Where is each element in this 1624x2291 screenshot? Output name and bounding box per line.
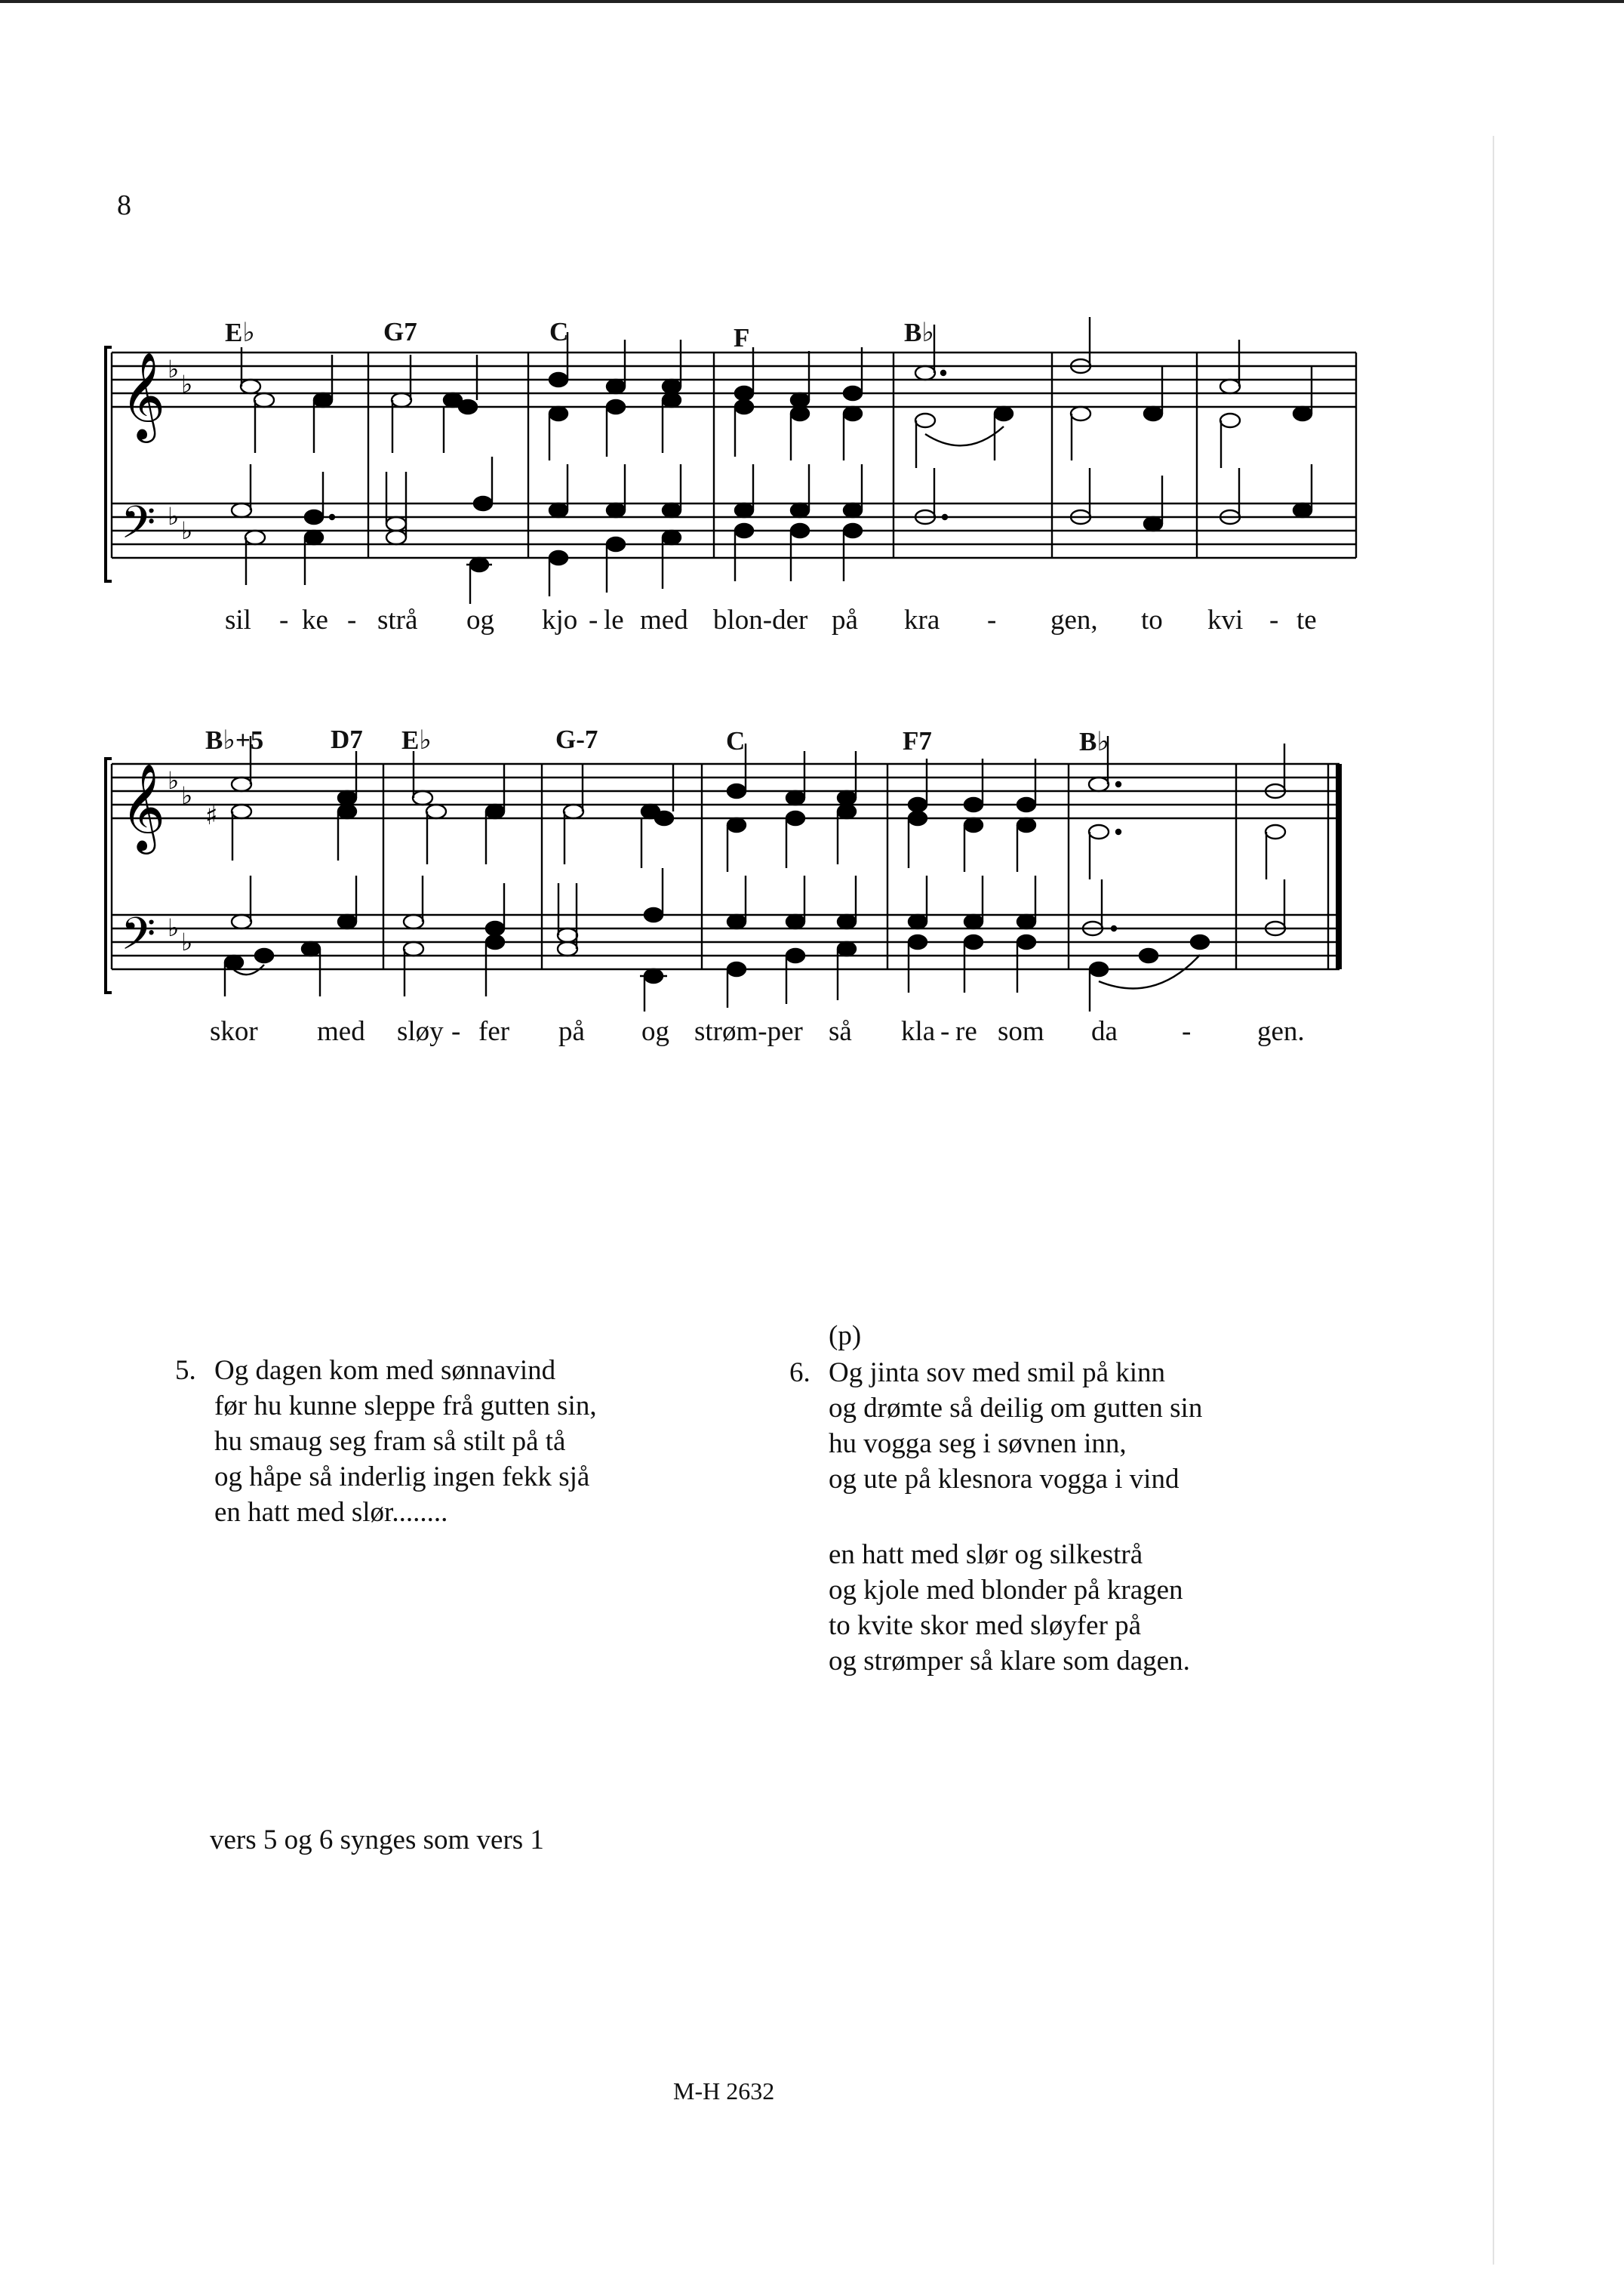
- lyric-hyphen: -: [347, 605, 357, 636]
- verse-number: 5.: [175, 1355, 196, 1386]
- verse-line: og ute på klesnora vogga i vind: [829, 1464, 1180, 1495]
- lyric-hyphen: -: [589, 605, 598, 636]
- catalog-code: M-H 2632: [673, 2077, 775, 2105]
- svg-text:♭: ♭: [168, 766, 180, 795]
- chord-symbol: D7: [331, 725, 363, 754]
- chord-symbol: B♭: [1079, 727, 1109, 756]
- bass-clef-icon: 𝄢: [121, 907, 156, 971]
- lyric-syllable: sløy: [397, 1016, 444, 1047]
- verse-line: og håpe så inderlig ingen fekk sjå: [214, 1461, 590, 1492]
- lyric-hyphen: -: [940, 1016, 950, 1047]
- lyric-syllable: kla: [901, 1016, 936, 1047]
- bass-clef-icon: 𝄢: [121, 496, 156, 559]
- lyric-syllable: kjo: [542, 605, 578, 636]
- page-number: 8: [117, 189, 131, 221]
- lyric-hyphen: -: [279, 605, 289, 636]
- lyric-syllable: ke: [302, 605, 328, 636]
- music-system-2: [0, 744, 1624, 1000]
- lyric-syllable: strøm-per: [694, 1016, 803, 1047]
- svg-text:♭: ♭: [181, 781, 193, 810]
- svg-text:♭: ♭: [168, 502, 180, 531]
- verse-line: to kvite skor med sløyfer på: [829, 1610, 1142, 1641]
- lyric-syllable: da: [1091, 1016, 1118, 1047]
- lyric-syllable: to: [1141, 605, 1163, 636]
- lyric-syllable: te: [1296, 605, 1317, 636]
- lyric-syllable: på: [558, 1016, 585, 1047]
- chord-symbol: F7: [903, 726, 932, 756]
- dynamic-marking: (p): [829, 1320, 862, 1351]
- verse-line: en hatt med slør........: [214, 1497, 448, 1528]
- chord-symbol: B♭: [904, 318, 934, 347]
- svg-text:♭: ♭: [181, 928, 193, 956]
- svg-text:♭: ♭: [168, 913, 180, 942]
- lyric-syllable: kvi: [1207, 605, 1244, 636]
- lyric-syllable: gen,: [1050, 605, 1098, 636]
- verse-line: Og jinta sov med smil på kinn: [829, 1357, 1166, 1388]
- verse-line: og drømte så deilig om gutten sin: [829, 1393, 1203, 1424]
- verse-line: før hu kunne sleppe frå gutten sin,: [214, 1390, 597, 1421]
- lyric-hyphen: -: [987, 605, 997, 636]
- chord-symbol: C: [726, 726, 746, 756]
- lyric-syllable: fer: [478, 1016, 510, 1047]
- lyric-syllable: sil: [225, 605, 251, 636]
- lyric-hyphen: -: [1182, 1016, 1192, 1047]
- chord-symbol: E♭: [401, 725, 432, 755]
- lyric-hyphen: -: [1269, 605, 1279, 636]
- treble-clef-icon: 𝄞: [121, 351, 166, 439]
- chord-symbol: E♭: [225, 318, 255, 347]
- verse-line: en hatt med slør og silkestrå: [829, 1539, 1143, 1570]
- lyric-syllable: skor: [210, 1016, 258, 1047]
- lyric-syllable: le: [604, 605, 624, 636]
- performance-note: vers 5 og 6 synges som vers 1: [210, 1824, 544, 1855]
- verse-5: [175, 1353, 597, 1530]
- chord-symbol: G7: [383, 317, 417, 346]
- lyric-syllable: og: [466, 605, 494, 636]
- lyric-syllable: som: [998, 1016, 1044, 1047]
- lyric-syllable: med: [317, 1016, 365, 1047]
- lyric-syllable: på: [832, 605, 858, 636]
- lyric-syllable: re: [955, 1016, 977, 1047]
- verse-line: og kjole med blonder på kragen: [829, 1575, 1183, 1606]
- chord-symbol: F: [734, 323, 750, 353]
- verse-line: hu vogga seg i søvnen inn,: [829, 1428, 1127, 1459]
- verse-number: 6.: [789, 1357, 810, 1388]
- svg-text:♭: ♭: [181, 516, 193, 545]
- svg-text:♭: ♭: [168, 355, 180, 383]
- verse-6: [789, 1355, 1203, 1497]
- chord-symbol: B♭+5: [205, 725, 264, 755]
- verse-line: hu smaug seg fram så stilt på tå: [214, 1426, 566, 1457]
- svg-text:♭: ♭: [181, 370, 193, 399]
- verse-line: Og dagen kom med sønnavind: [214, 1355, 556, 1386]
- lyric-syllable: blon-der: [713, 605, 808, 636]
- verse-line: og strømper så klare som dagen.: [829, 1646, 1190, 1677]
- lyric-hyphen: -: [451, 1016, 461, 1047]
- music-system-1: [0, 332, 1624, 589]
- lyric-syllable: med: [640, 605, 688, 636]
- treble-clef-icon: 𝄞: [121, 762, 166, 851]
- lyric-syllable: gen.: [1257, 1016, 1305, 1047]
- verse-6-refrain: [829, 1537, 1190, 1679]
- svg-text:♯: ♯: [205, 801, 218, 831]
- top-scan-border: [0, 0, 1624, 3]
- lyric-syllable: kra: [904, 605, 940, 636]
- lyric-syllable: og: [641, 1016, 669, 1047]
- chord-symbol: C: [549, 317, 569, 346]
- lyric-syllable: så: [829, 1016, 852, 1047]
- lyric-syllable: strå: [377, 605, 418, 636]
- chord-symbol: G-7: [555, 725, 598, 754]
